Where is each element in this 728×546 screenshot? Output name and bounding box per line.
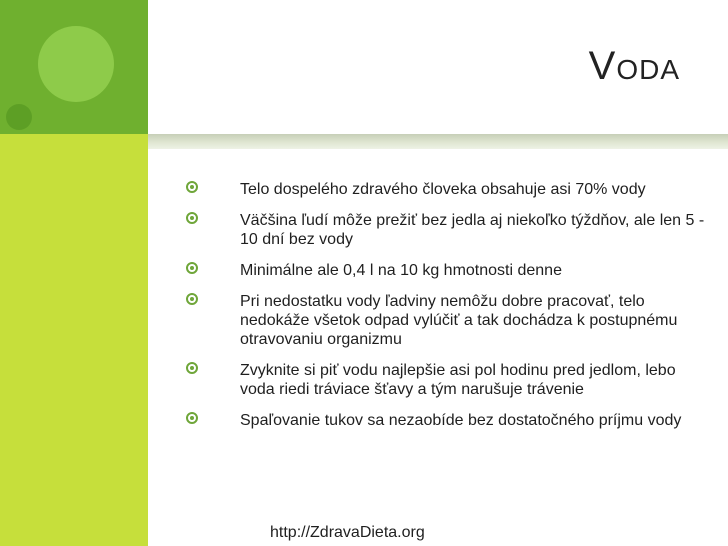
bullet-item (186, 361, 706, 399)
decorative-circle-large (38, 26, 114, 102)
left-bottom-panel (0, 134, 148, 546)
bullet-list (186, 180, 706, 442)
bullet-item (186, 261, 706, 280)
bullet-item (186, 211, 706, 249)
bullet-text: Spaľovanie tukov sa nezaobíde bez dostatočného príjmu vody (240, 412, 682, 429)
slide-title: Voda (588, 44, 680, 88)
bullet-ring-icon (186, 362, 198, 374)
decorative-circle-small (6, 104, 32, 130)
bullet-text: Telo dospelého zdravého človeka obsahuje asi 70% vody (240, 181, 646, 198)
bullet-item (186, 180, 706, 199)
bullet-ring-icon (186, 212, 198, 224)
bullet-item (186, 411, 706, 430)
bullet-ring-icon (186, 262, 198, 274)
bullet-ring-icon (186, 293, 198, 305)
bullet-item (186, 292, 706, 349)
separator-band (148, 134, 728, 149)
bullet-text: Zvyknite si piť vodu najlepšie asi pol hodinu pred jedlom, lebo voda riedi tráviace šťavy a tým narušuje trávenie (240, 362, 676, 398)
website-link[interactable]: http://ZdravaDieta.org (270, 524, 425, 541)
bullet-text: Minimálne ale 0,4 l na 10 kg hmotnosti denne (240, 262, 562, 279)
bullet-text: Pri nedostatku vody ľadviny nemôžu dobre pracovať, telo nedokáže všetok odpad vylúčiť a tak dochádza k postupnému otravovaniu organizmu (240, 293, 678, 348)
header-band (148, 0, 728, 134)
bullet-text: Väčšina ľudí môže prežiť bez jedla aj niekoľko týždňov, ale len 5 - 10 dní bez vody (240, 212, 705, 248)
bullet-ring-icon (186, 412, 198, 424)
bullet-ring-icon (186, 181, 198, 193)
